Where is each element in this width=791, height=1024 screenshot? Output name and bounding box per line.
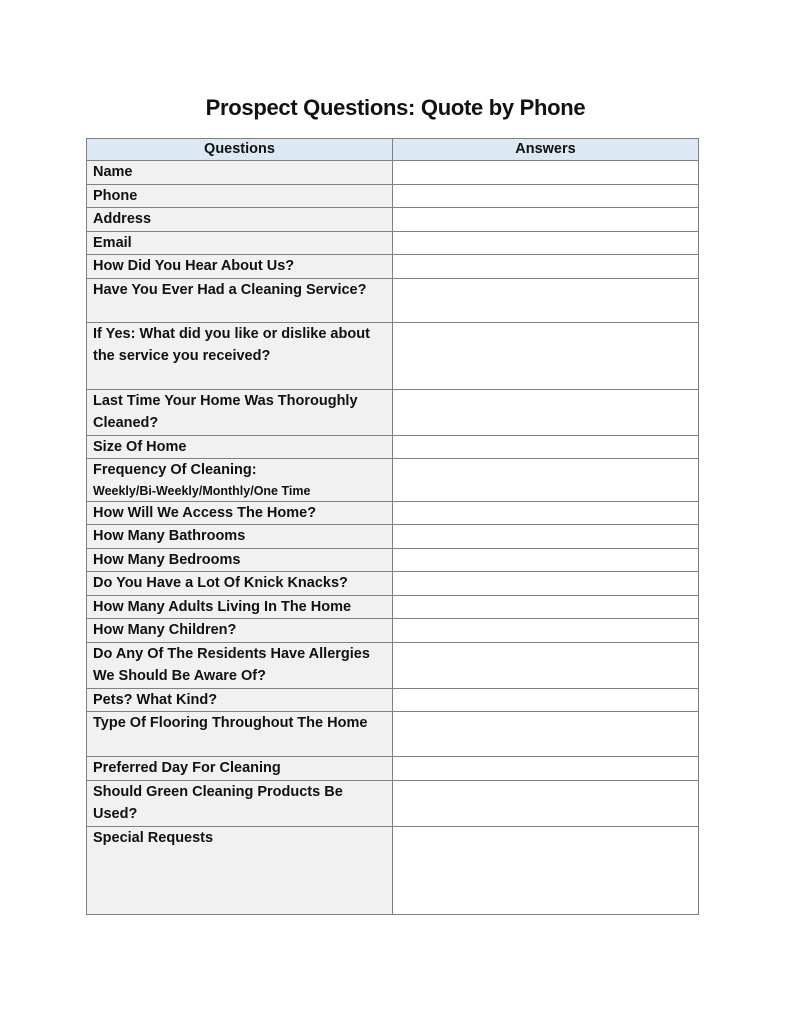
- answer-cell[interactable]: [393, 688, 699, 712]
- question-cell: [87, 572, 393, 596]
- answer-cell[interactable]: [393, 435, 699, 459]
- question-text: Do Any Of The Residents Have Allergies We Should Be Aware Of?: [93, 645, 370, 684]
- table-row: [87, 712, 699, 757]
- page-title: Prospect Questions: Quote by Phone: [205, 95, 586, 120]
- question-cell: [87, 826, 393, 914]
- question-text: How Many Bathrooms: [93, 528, 246, 544]
- question-text: Frequency Of Cleaning:: [93, 462, 257, 478]
- table-row: [87, 184, 699, 208]
- answer-cell[interactable]: [393, 780, 699, 826]
- question-text: Type Of Flooring Throughout The Home: [93, 715, 368, 731]
- question-text: How Many Bedrooms: [93, 551, 241, 568]
- question-cell: [87, 642, 393, 688]
- question-cell: [87, 780, 393, 826]
- answer-cell[interactable]: [393, 161, 699, 185]
- answer-cell[interactable]: [393, 208, 699, 232]
- table-row: [87, 161, 699, 185]
- question-cell: [87, 548, 393, 572]
- answer-cell[interactable]: [393, 757, 699, 781]
- answer-cell[interactable]: [393, 278, 699, 322]
- table-row: [87, 595, 699, 619]
- question-cell: [87, 322, 393, 389]
- table-row: [87, 389, 699, 435]
- question-cell: [87, 208, 393, 232]
- question-text: How Many Adults Living In The Home: [93, 598, 352, 615]
- question-text: Name: [93, 164, 133, 180]
- question-cell: [87, 435, 393, 459]
- question-cell: [87, 595, 393, 619]
- question-text: How Will We Access The Home?: [93, 504, 317, 521]
- question-cell: [87, 255, 393, 279]
- answer-cell[interactable]: [393, 525, 699, 549]
- answer-cell[interactable]: [393, 501, 699, 525]
- question-cell: [87, 231, 393, 255]
- answer-cell[interactable]: [393, 231, 699, 255]
- answer-cell[interactable]: [393, 459, 699, 502]
- question-cell: [87, 184, 393, 208]
- table-header-row: [87, 139, 699, 161]
- question-text: Have You Ever Had a Cleaning Service?: [93, 281, 367, 298]
- question-cell: [87, 278, 393, 322]
- table-row: [87, 572, 699, 596]
- question-cell: [87, 619, 393, 643]
- answer-cell[interactable]: [393, 389, 699, 435]
- table-row: [87, 619, 699, 643]
- question-text: Do You Have a Lot Of Knick Knacks?: [93, 575, 348, 591]
- table-row: [87, 501, 699, 525]
- table-row: [87, 278, 699, 322]
- questions-table: [86, 138, 699, 915]
- question-text: Last Time Your Home Was Thoroughly Cleaned?: [93, 392, 358, 431]
- question-text: Email: [93, 234, 132, 251]
- question-cell: [87, 501, 393, 525]
- question-text: Should Green Cleaning Products Be Used?: [93, 783, 343, 822]
- table-row: [87, 548, 699, 572]
- table-row: [87, 255, 699, 279]
- table-row: [87, 322, 699, 389]
- answer-cell[interactable]: [393, 572, 699, 596]
- answer-cell[interactable]: [393, 712, 699, 757]
- table-row: [87, 780, 699, 826]
- table-row: [87, 459, 699, 502]
- question-text: Preferred Day For Cleaning: [93, 760, 281, 776]
- question-cell: [87, 389, 393, 435]
- answer-cell[interactable]: [393, 322, 699, 389]
- question-text: Size Of Home: [93, 438, 187, 455]
- table-row: [87, 757, 699, 781]
- table-row: [87, 525, 699, 549]
- answer-cell[interactable]: [393, 548, 699, 572]
- answer-cell[interactable]: [393, 184, 699, 208]
- question-text: Special Requests: [93, 829, 214, 846]
- question-cell: [87, 757, 393, 781]
- question-text: Pets? What Kind?: [93, 691, 218, 708]
- answers-column-header: Answers: [393, 139, 699, 161]
- table-body: [87, 161, 699, 915]
- table-row: [87, 231, 699, 255]
- table-row: [87, 208, 699, 232]
- question-cell: [87, 525, 393, 549]
- question-subtext: Weekly/Bi-Weekly/Monthly/One Time: [93, 483, 311, 498]
- answer-cell[interactable]: [393, 619, 699, 643]
- answer-cell[interactable]: [393, 826, 699, 914]
- table-row: [87, 435, 699, 459]
- question-text: Address: [93, 211, 152, 227]
- question-cell: [87, 712, 393, 757]
- answer-cell[interactable]: [393, 642, 699, 688]
- table-row: [87, 642, 699, 688]
- question-text: If Yes: What did you like or dislike about the service you received?: [93, 325, 370, 364]
- question-cell: [87, 459, 393, 502]
- question-cell: [87, 688, 393, 712]
- answer-cell[interactable]: [393, 595, 699, 619]
- question-cell: [87, 161, 393, 185]
- table-row: [87, 826, 699, 914]
- question-text: How Did You Hear About Us?: [93, 258, 295, 274]
- table-row: [87, 688, 699, 712]
- question-text: Phone: [93, 187, 138, 204]
- question-text: How Many Children?: [93, 622, 237, 638]
- answer-cell[interactable]: [393, 255, 699, 279]
- questions-column-header: Questions: [87, 139, 393, 161]
